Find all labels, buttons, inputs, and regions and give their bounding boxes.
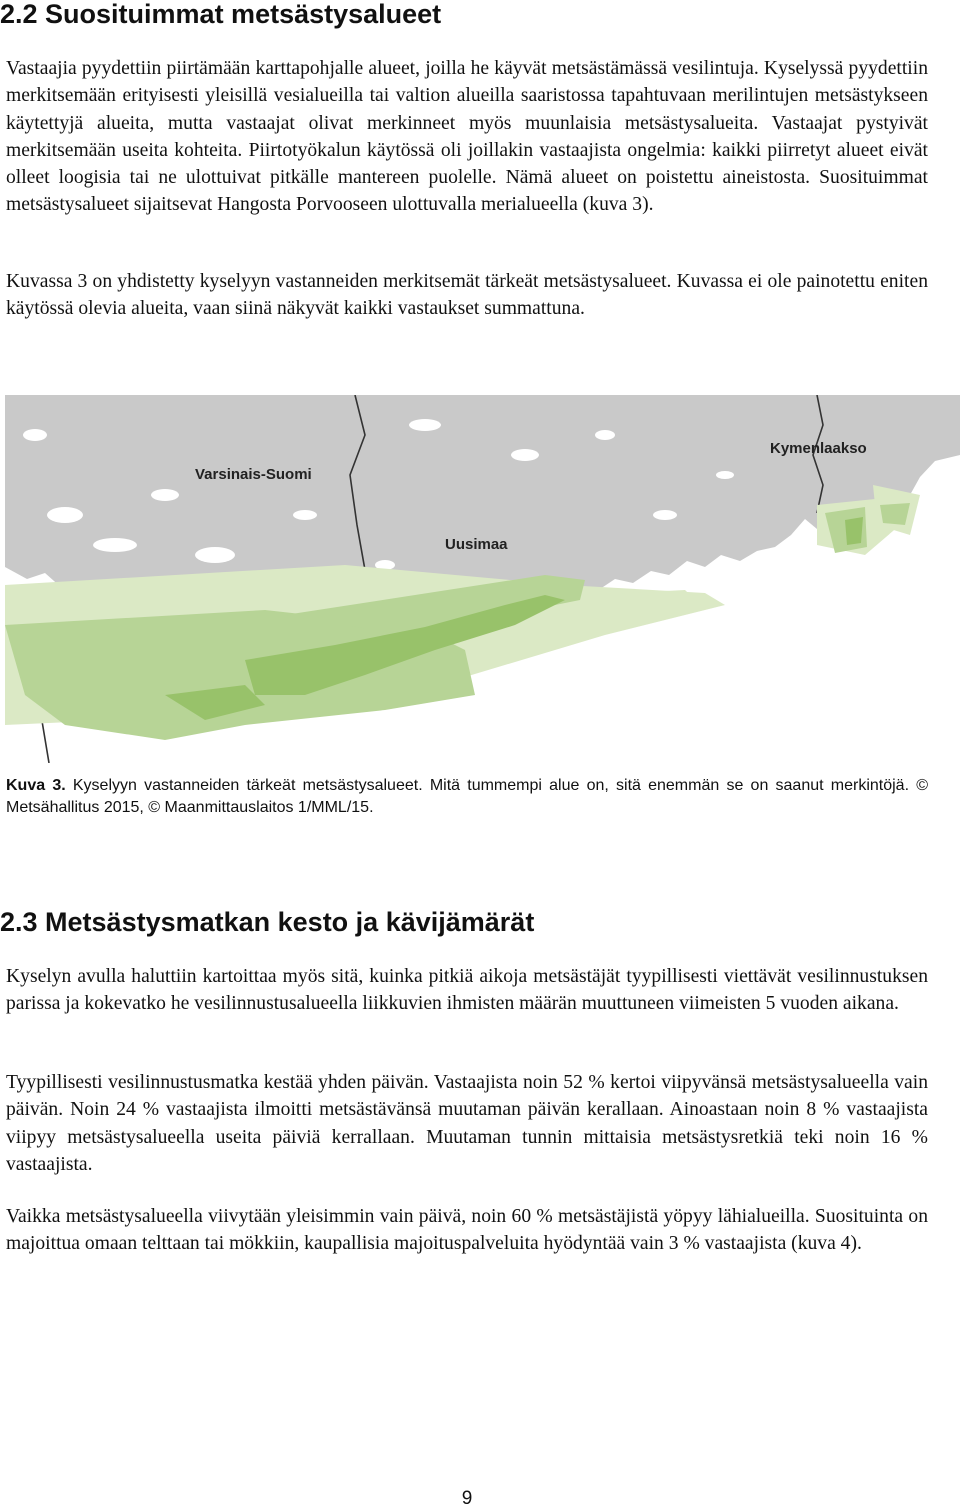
- paragraph: Kuvassa 3 on yhdistetty kyselyyn vastanneiden merkitsemät tärkeät metsästysalueet. Kuvassa ei ole painotettu eniten käytössä olevia alueita, vaan siinä näkyvät kaikki vastaukset summattuna.: [6, 271, 928, 320]
- paragraph: Vaikka metsästysalueella viivytään yleisimmin vain päivä, noin 60 % metsästäjistä yöpyy lähialueilla. Suosituinta on majoittua omaan telttaan tai mökkiin, kaupallisia majoituspalveluita hyödyntää vain 3 % vastaajista (kuva 4).: [6, 1206, 928, 1255]
- caption-label: Kuva 3.: [6, 777, 66, 794]
- region-label-uusimaa: Uusimaa: [445, 536, 508, 553]
- hunting-areas-map: [5, 395, 960, 763]
- caption-text: Kyselyyn vastanneiden tärkeät metsästysalueet. Mitä tummempi alue on, sitä enemmän se on saanut merkintöjä. © Metsähallitus 2015, © Maanmittauslaitos 1/MML/15.: [6, 777, 928, 816]
- section-heading-2-3: 2.3 Metsästysmatkan kesto ja kävijämärät: [0, 907, 535, 937]
- region-label-kymenlaakso: Kymenlaakso: [770, 440, 867, 457]
- section-heading-2-2: 2.2 Suosituimmat metsästysalueet: [0, 0, 442, 29]
- paragraph: Kyselyn avulla haluttiin kartoittaa myös sitä, kuinka pitkiä aikoja metsästäjät tyypillisesti viettävät vesilinnustuksen parissa ja kokevatko he vesilinnustusalueella liikkuvien ihmisten määrän muuttuneen viimeisten 5 vuoden aikana.: [6, 966, 928, 1015]
- paragraph: Tyypillisesti vesilinnustusmatka kestää yhden päivän. Vastaajista noin 52 % kertoi viipyvänsä metsästysalueella vain päivän. Noin 24 % vastaajista ilmoitti metsästävänsä muutaman päivän kerallaan. Ainoastaan noin 8 % vastaajista viipyy metsästysalueella useita päiviä kerrallaan. Muutaman tunnin mittaisia metsästysretkiä teki noin 16 % vastaajista.: [6, 1072, 928, 1175]
- figure-caption: [6, 775, 928, 819]
- map-svg: [5, 395, 960, 763]
- paragraph: Vastaajia pyydettiin piirtämään karttapohjalle alueet, joilla he käyvät metsästämässä vesilintuja. Kyselyssä pyydettiin merkitsemään erityisesti yleisillä vesialueilla tai valtion alueilla saaristossa tapahtuvaan merilintujen metsästykseen käytettyjä alueita, mutta vastaajat olivat merkinneet myös muunlaisia metsästysalueita. Vastaajat pystyivät merkitsemään useita kohteita. Piirtotyökalun käytössä oli joillakin vastaajista ongelmia: kaikki piirretyt alueet eivät olleet loogisia tai ne ulottuivat pitkälle mantereen puolelle. Nämä alueet on poistettu aineistosta. Suosituimmat metsästysalueet sijaitsevat Hangosta Porvooseen ulottuvalla merialueella (kuva 3).: [6, 58, 928, 216]
- region-label-varsinais-suomi: Varsinais-Suomi: [195, 466, 312, 483]
- page-number: 9: [461, 1488, 473, 1509]
